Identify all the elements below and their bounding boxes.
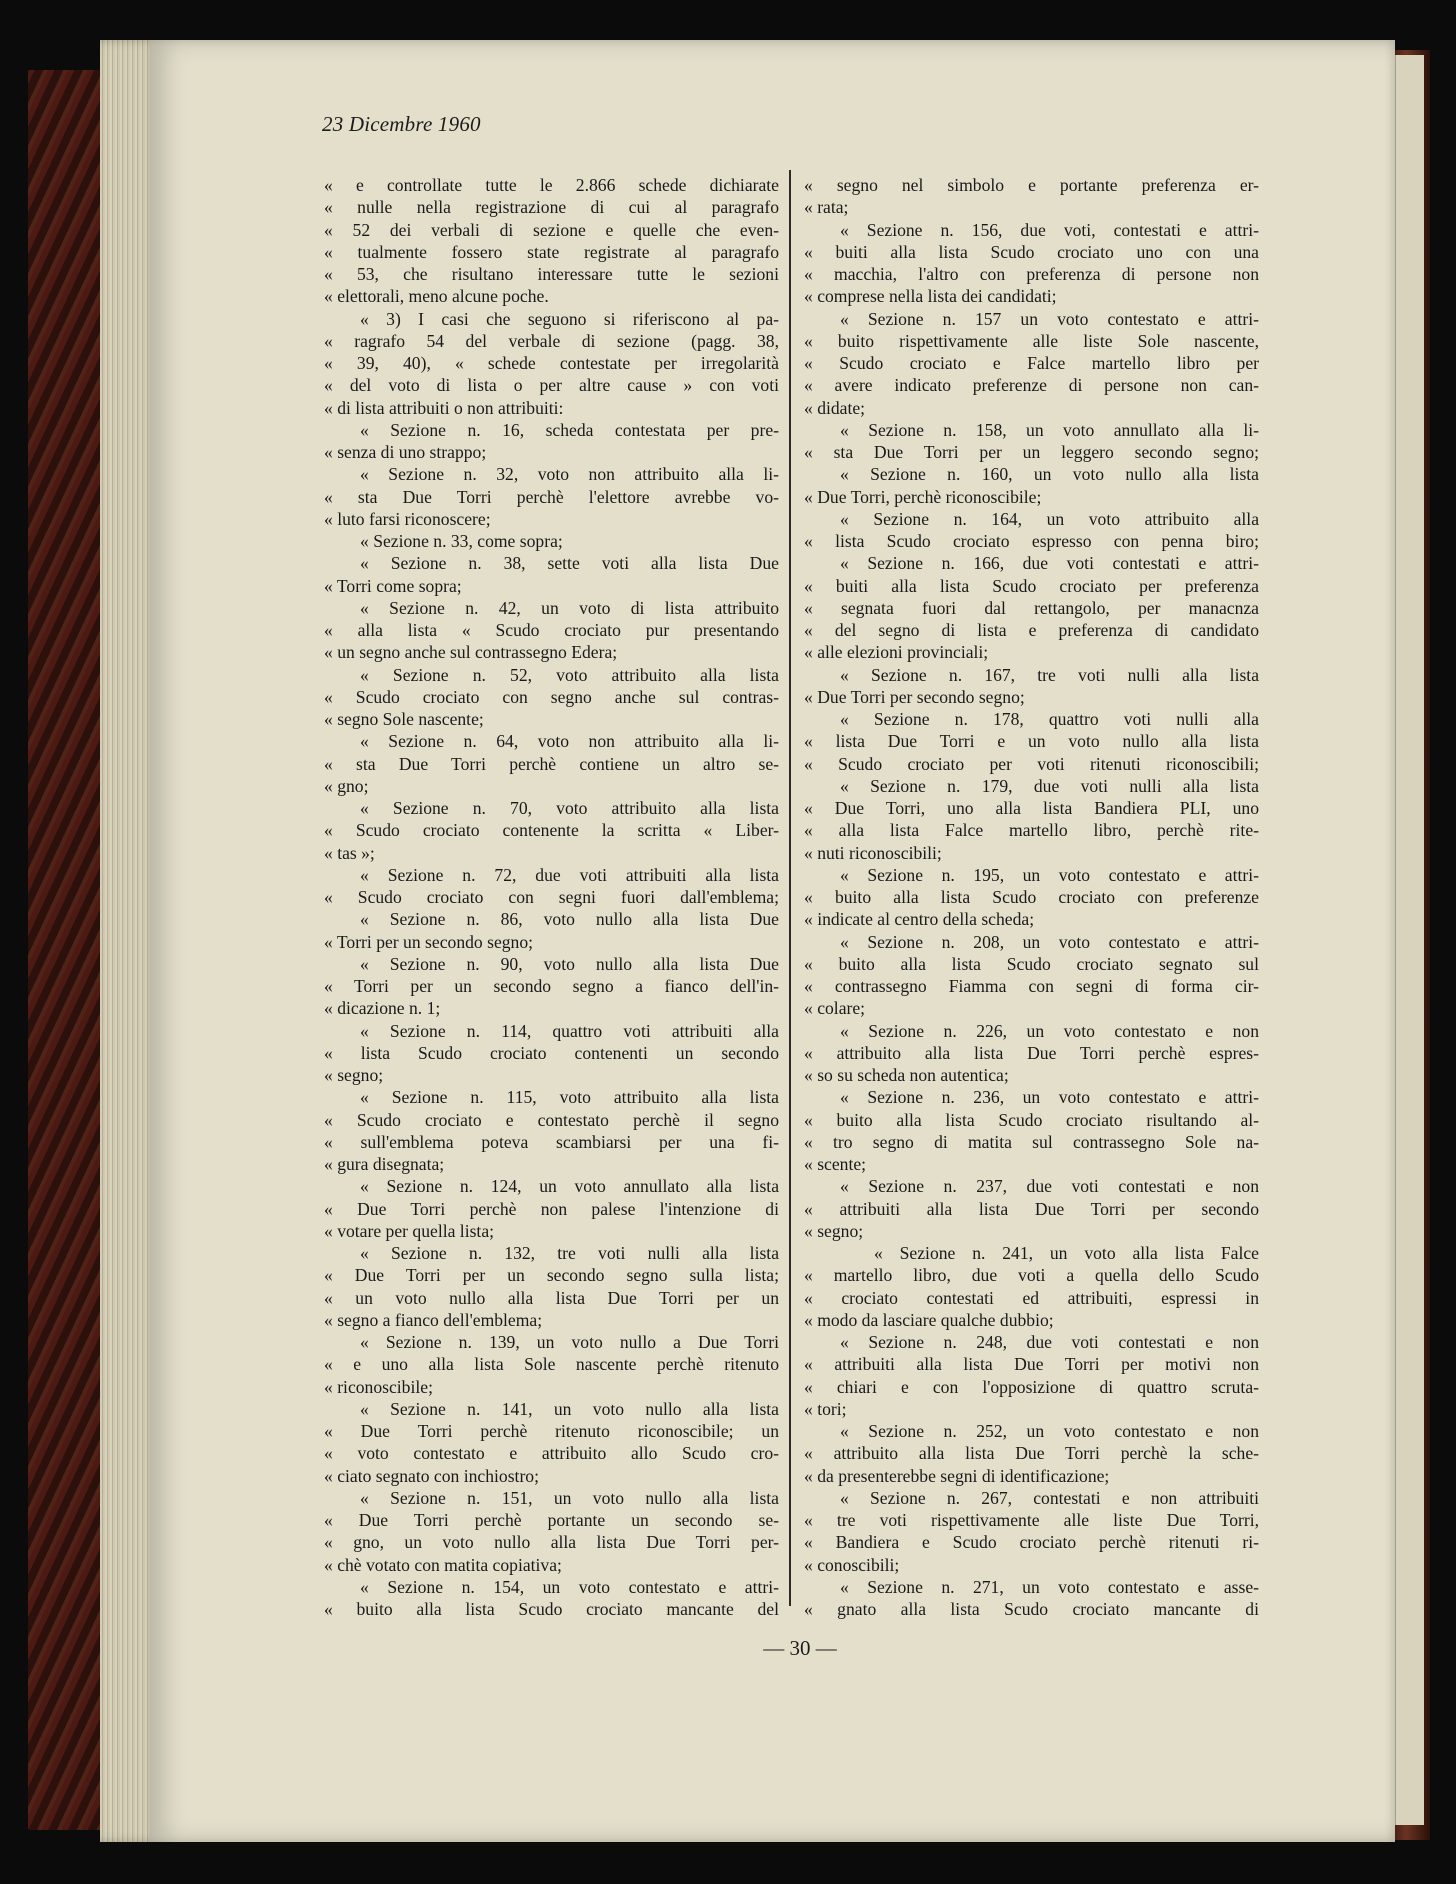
running-header-date: 23 Dicembre 1960 bbox=[322, 112, 481, 136]
text-line: « Sezione n. 166, due voti contestati e attri- bbox=[840, 553, 1259, 574]
text-line: « Scudo crociato per voti ritenuti riconoscibili; bbox=[804, 753, 1259, 774]
text-line: « Sezione n. 267, contestati e non attribuiti bbox=[840, 1487, 1259, 1508]
text-line: « voto contestato e attribuito allo Scudo cro- bbox=[324, 1443, 779, 1464]
text-line: « ciato segnato con inchiostro; bbox=[324, 1465, 539, 1486]
text-line: « luto farsi riconoscere; bbox=[324, 508, 491, 529]
text-line: « Sezione n. 271, un voto contestato e asse- bbox=[840, 1576, 1259, 1597]
text-line: « 52 dei verbali di sezione e quelle che even- bbox=[324, 219, 779, 240]
text-line: « dicazione n. 1; bbox=[324, 998, 441, 1019]
text-line: « Due Torri per secondo segno; bbox=[804, 686, 1025, 707]
text-line: « un segno anche sul contrassegno Edera; bbox=[324, 642, 618, 663]
text-line: « Sezione n. 179, due voti nulli alla lista bbox=[840, 775, 1259, 796]
text-line: « gno; bbox=[324, 775, 369, 796]
text-line: « Sezione n. 156, due voti, contestati e attri- bbox=[840, 219, 1259, 240]
text-line: « tori; bbox=[804, 1398, 847, 1419]
text-line: « tro segno di matita sul contrassegno Sole na- bbox=[804, 1131, 1259, 1152]
text-line: « Sezione n. 141, un voto nullo alla lista bbox=[360, 1398, 779, 1419]
text-line: « Sezione n. 178, quattro voti nulli alla bbox=[840, 709, 1259, 729]
page-number: — 30 — bbox=[763, 1636, 837, 1660]
facing-page-edge bbox=[1395, 55, 1424, 1825]
text-line: « Scudo crociato e contestato perchè il segno bbox=[324, 1109, 779, 1130]
text-line: « Sezione n. 64, voto non attribuito alla li- bbox=[360, 731, 779, 752]
text-line: « Sezione n. 32, voto non attribuito alla li- bbox=[360, 464, 779, 485]
text-line: « Sezione n. 158, un voto annullato alla li- bbox=[840, 419, 1259, 440]
text-line: « segno; bbox=[324, 1065, 384, 1085]
text-line: « Sezione n. 114, quattro voti attribuiti alla bbox=[360, 1020, 779, 1041]
text-line: « Sezione n. 139, un voto nullo a Due Torri bbox=[360, 1332, 779, 1352]
text-line: « Sezione n. 16, scheda contestata per pre- bbox=[360, 419, 779, 440]
text-line: « Sezione n. 252, un voto contestato e non bbox=[840, 1421, 1259, 1441]
text-line: « Sezione n. 241, un voto alla lista Falce bbox=[874, 1243, 1259, 1263]
text-line: « Sezione n. 86, voto nullo alla lista Due bbox=[360, 909, 779, 930]
text-line: « attribuiti alla lista Due Torri per motivi non bbox=[804, 1354, 1259, 1375]
text-line: « buito alla lista Scudo crociato risultando al- bbox=[804, 1109, 1259, 1130]
column-divider bbox=[789, 170, 791, 1606]
text-line: « e controllate tutte le 2.866 schede dichiarate bbox=[324, 175, 779, 195]
text-line: « sta Due Torri perchè l'elettore avrebbe vo- bbox=[324, 486, 779, 507]
text-line: « tre voti rispettivamente alle liste Due Torri, bbox=[804, 1510, 1259, 1530]
text-line: « modo da lasciare qualche dubbio; bbox=[804, 1309, 1054, 1330]
text-line: « so su scheda non autentica; bbox=[804, 1065, 1009, 1085]
text-line: « gura disegnata; bbox=[324, 1154, 445, 1174]
text-line: « nulle nella registrazione di cui al paragrafo bbox=[324, 197, 779, 218]
text-line: « Sezione n. 38, sette voti alla lista Due bbox=[360, 553, 779, 574]
text-line: « lista Scudo crociato contenenti un secondo bbox=[324, 1042, 779, 1063]
text-line: « gnato alla lista Scudo crociato mancante di bbox=[804, 1599, 1259, 1619]
text-line: « del voto di lista o per altre cause » con voti bbox=[324, 375, 779, 396]
text-line: « rata; bbox=[804, 197, 849, 218]
text-line: « contrassegno Fiamma con segni di forma cir- bbox=[804, 976, 1259, 996]
text-line: « martello libro, due voti a quella dello Scudo bbox=[804, 1265, 1259, 1286]
text-line: « Sezione n. 72, due voti attribuiti alla lista bbox=[360, 864, 779, 885]
text-line: « Due Torri perchè non palese l'intenzione di bbox=[324, 1198, 779, 1219]
text-line: « votare per quella lista; bbox=[324, 1220, 495, 1241]
text-line: « Sezione n. 226, un voto contestato e non bbox=[840, 1020, 1259, 1041]
text-line: « lista Due Torri e un voto nullo alla lista bbox=[804, 731, 1259, 752]
text-line: « Torri come sopra; bbox=[324, 575, 462, 596]
text-line: « Torri per un secondo segno; bbox=[324, 931, 534, 952]
text-line: « 3) I casi che seguono si riferiscono al pa- bbox=[360, 308, 779, 329]
left-text-column bbox=[324, 174, 779, 1620]
text-line: « Scudo crociato con segno anche sul contras- bbox=[324, 686, 779, 707]
text-line: « chiari e con l'opposizione di quattro scruta- bbox=[804, 1376, 1259, 1397]
text-line: « Due Torri perchè ritenuto riconoscibile; un bbox=[324, 1421, 779, 1441]
text-line: « Bandiera e Scudo crociato perchè ritenuti ri- bbox=[804, 1532, 1259, 1553]
text-line: « indicate al centro della scheda; bbox=[804, 909, 1035, 930]
text-line: « Scudo crociato e Falce martello libro per bbox=[804, 353, 1259, 373]
text-line: « colare; bbox=[804, 998, 866, 1019]
text-line: « Sezione n. 236, un voto contestato e attri- bbox=[840, 1087, 1259, 1108]
text-line: « avere indicato preferenze di persone non can- bbox=[804, 375, 1259, 396]
text-line: « riconoscibile; bbox=[324, 1376, 433, 1397]
text-line: « sull'emblema poteva scambiarsi per una fi- bbox=[324, 1131, 779, 1152]
text-line: « segnata fuori dal rettangolo, per manacnza bbox=[804, 597, 1259, 618]
text-line: « Sezione n. 115, voto attribuito alla lista bbox=[360, 1087, 779, 1108]
text-line: « attribuito alla lista Due Torri perchè la sche- bbox=[804, 1443, 1259, 1464]
text-line: « Sezione n. 42, un voto di lista attribuito bbox=[360, 597, 779, 618]
text-line: « elettorali, meno alcune poche. bbox=[324, 286, 549, 307]
text-line: « Scudo crociato con segni fuori dall'emblema; bbox=[324, 887, 779, 907]
text-line: « sta Due Torri perchè contiene un altro se- bbox=[324, 753, 779, 774]
text-line: « Torri per un secondo segno a fianco dell'in- bbox=[324, 976, 779, 996]
text-line: « crociato contestati ed attribuiti, espressi in bbox=[804, 1287, 1259, 1308]
text-line: « Sezione n. 154, un voto contestato e attri- bbox=[360, 1576, 779, 1597]
text-line: « segno a fianco dell'emblema; bbox=[324, 1309, 543, 1330]
text-line: « buito alla lista Scudo crociato mancante del bbox=[324, 1599, 779, 1619]
text-line: « Sezione n. 167, tre voti nulli alla lista bbox=[840, 664, 1259, 685]
text-line: « Sezione n. 33, come sopra; bbox=[360, 531, 563, 551]
text-line: « didate; bbox=[804, 397, 866, 418]
text-line: « sta Due Torri per un leggero secondo segno; bbox=[804, 442, 1259, 462]
text-line: « segno nel simbolo e portante preferenza er- bbox=[804, 175, 1259, 195]
text-line: « Scudo crociato contenente la scritta « Liber- bbox=[324, 820, 779, 841]
text-line: « da presenterebbe segni di identificazione; bbox=[804, 1465, 1110, 1486]
text-line: « Sezione n. 248, due voti contestati e non bbox=[840, 1332, 1259, 1352]
text-line: « attribuiti alla lista Due Torri per secondo bbox=[804, 1198, 1259, 1219]
text-line: « buiti alla lista Scudo crociato per preferenza bbox=[804, 575, 1259, 596]
text-line: « Due Torri perchè portante un secondo se- bbox=[324, 1510, 779, 1530]
text-line: « segno; bbox=[804, 1220, 864, 1241]
text-line: « 39, 40), « schede contestate per irregolarità bbox=[324, 353, 779, 373]
text-line: « del segno di lista e preferenza di candidato bbox=[804, 620, 1259, 640]
text-line: « lista Scudo crociato espresso con penna biro; bbox=[804, 531, 1259, 551]
text-line: « Sezione n. 124, un voto annullato alla lista bbox=[360, 1176, 779, 1197]
text-line: « conoscibili; bbox=[804, 1554, 900, 1575]
text-line: « comprese nella lista dei candidati; bbox=[804, 286, 1057, 307]
right-text-column bbox=[804, 174, 1259, 1620]
text-line: « alle elezioni provinciali; bbox=[804, 642, 989, 663]
text-line: « senza di uno strappo; bbox=[324, 442, 487, 462]
text-line: « Sezione n. 151, un voto nullo alla lista bbox=[360, 1487, 779, 1508]
text-line: « Sezione n. 157 un voto contestato e attri- bbox=[840, 308, 1259, 329]
text-line: « ragrafo 54 del verbale di sezione (pagg. 38, bbox=[324, 330, 779, 351]
text-line: « attribuito alla lista Due Torri perchè espres- bbox=[804, 1042, 1259, 1063]
text-line: « segno Sole nascente; bbox=[324, 709, 484, 729]
text-line: « di lista attribuiti o non attribuiti: bbox=[324, 397, 564, 418]
text-line: « Sezione n. 164, un voto attribuito alla bbox=[840, 508, 1259, 529]
text-line: « macchia, l'altro con preferenza di persone non bbox=[804, 264, 1259, 284]
text-line: « buito alla lista Scudo crociato segnato sul bbox=[804, 953, 1259, 974]
text-line: « Sezione n. 208, un voto contestato e attri- bbox=[840, 931, 1259, 952]
text-line: « alla lista « Scudo crociato pur presentando bbox=[324, 620, 779, 640]
text-line: « alla lista Falce martello libro, perchè rite- bbox=[804, 820, 1259, 841]
text-line: « Sezione n. 237, due voti contestati e non bbox=[840, 1176, 1259, 1197]
text-line: « Due Torri, uno alla lista Bandiera PLI, uno bbox=[804, 798, 1259, 818]
text-line: « Due Torri per un secondo segno sulla lista; bbox=[324, 1265, 779, 1286]
text-line: « scente; bbox=[804, 1154, 867, 1174]
text-line: « e uno alla lista Sole nascente perchè ritenuto bbox=[324, 1354, 779, 1375]
text-line: « tas »; bbox=[324, 842, 375, 863]
text-line: « Sezione n. 90, voto nullo alla lista Due bbox=[360, 953, 779, 974]
text-line: « nuti riconoscibili; bbox=[804, 842, 942, 863]
text-line: « Sezione n. 70, voto attribuito alla lista bbox=[360, 798, 779, 818]
text-line: « un voto nullo alla lista Due Torri per un bbox=[324, 1287, 779, 1308]
text-line: « 53, che risultano interessare tutte le sezioni bbox=[324, 264, 779, 284]
text-line: « Sezione n. 52, voto attribuito alla lista bbox=[360, 664, 779, 685]
text-line: « buiti alla lista Scudo crociato uno con una bbox=[804, 241, 1259, 262]
text-line: « Sezione n. 160, un voto nullo alla lista bbox=[840, 464, 1259, 485]
text-line: « buito alla lista Scudo crociato con preferenze bbox=[804, 887, 1259, 907]
text-line: « gno, un voto nullo alla lista Due Torri per- bbox=[324, 1532, 779, 1553]
text-line: « tualmente fossero state registrate al paragrafo bbox=[324, 241, 779, 262]
text-line: « Sezione n. 195, un voto contestato e attri- bbox=[840, 864, 1259, 885]
text-line: « Due Torri, perchè riconoscibile; bbox=[804, 486, 1042, 507]
text-line: « chè votato con matita copiativa; bbox=[324, 1554, 562, 1575]
text-line: « buito rispettivamente alle liste Sole nascente, bbox=[804, 330, 1259, 351]
text-line: « Sezione n. 132, tre voti nulli alla lista bbox=[360, 1243, 779, 1263]
